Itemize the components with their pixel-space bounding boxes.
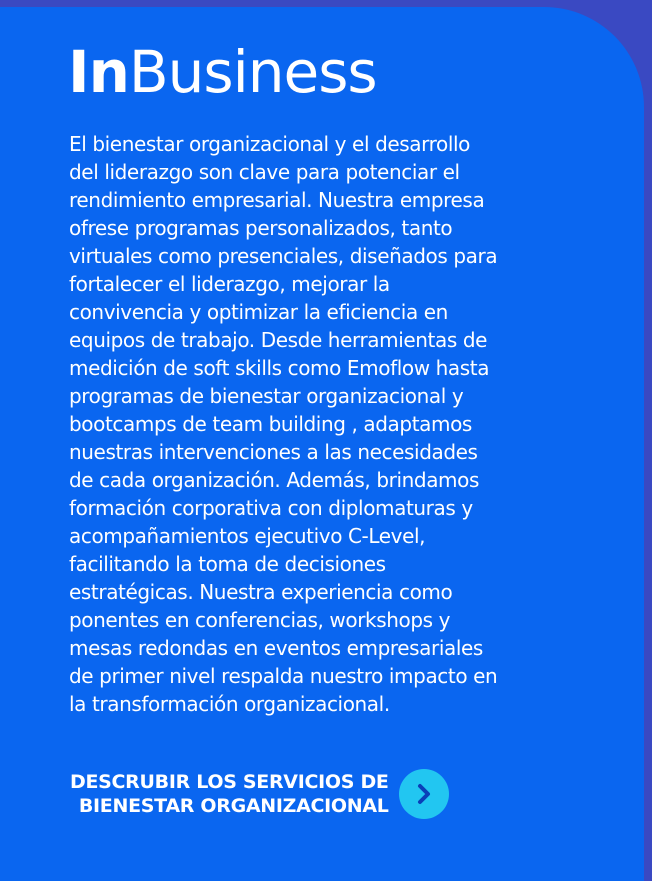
chevron-right-glyph bbox=[411, 781, 437, 807]
chevron-right-icon[interactable] bbox=[399, 769, 449, 819]
discover-services-link[interactable] bbox=[70, 769, 449, 819]
title-regular-part: Business bbox=[128, 38, 377, 106]
discover-services-label: DESCRUBIR LOS SERVICIOS DE BIENESTAR ORGANIZACIONAL bbox=[70, 771, 389, 817]
inbusiness-card bbox=[0, 7, 644, 881]
description-text: El bienestar organizacional y el desarrollo del liderazgo son clave para potenciar el rendimiento empresarial. Nuestra empresa ofrese programas personalizados, tanto virtuales como presenciales, diseñados para fortalecer el liderazgo, mejorar la convivencia y optimizar la eficiencia en equipos de trabajo. Desde herramientas de medición de soft skills como Emoflow hasta programas de bienestar organizacional y bootcamps de team building , adaptamos nuestras intervenciones a las necesidades de cada organización. Además, brindamos formación corporativa con diplomaturas y acompañamientos ejecutivo C-Level, facilitando la toma de decisiones estratégicas. Nuestra experiencia como ponentes en conferencias, workshops y mesas redondas en eventos empresariales de primer nivel respalda nuestro impacto en la transformación organizacional. bbox=[69, 132, 498, 716]
page-title bbox=[68, 37, 377, 107]
title-bold-part: In bbox=[68, 38, 129, 106]
